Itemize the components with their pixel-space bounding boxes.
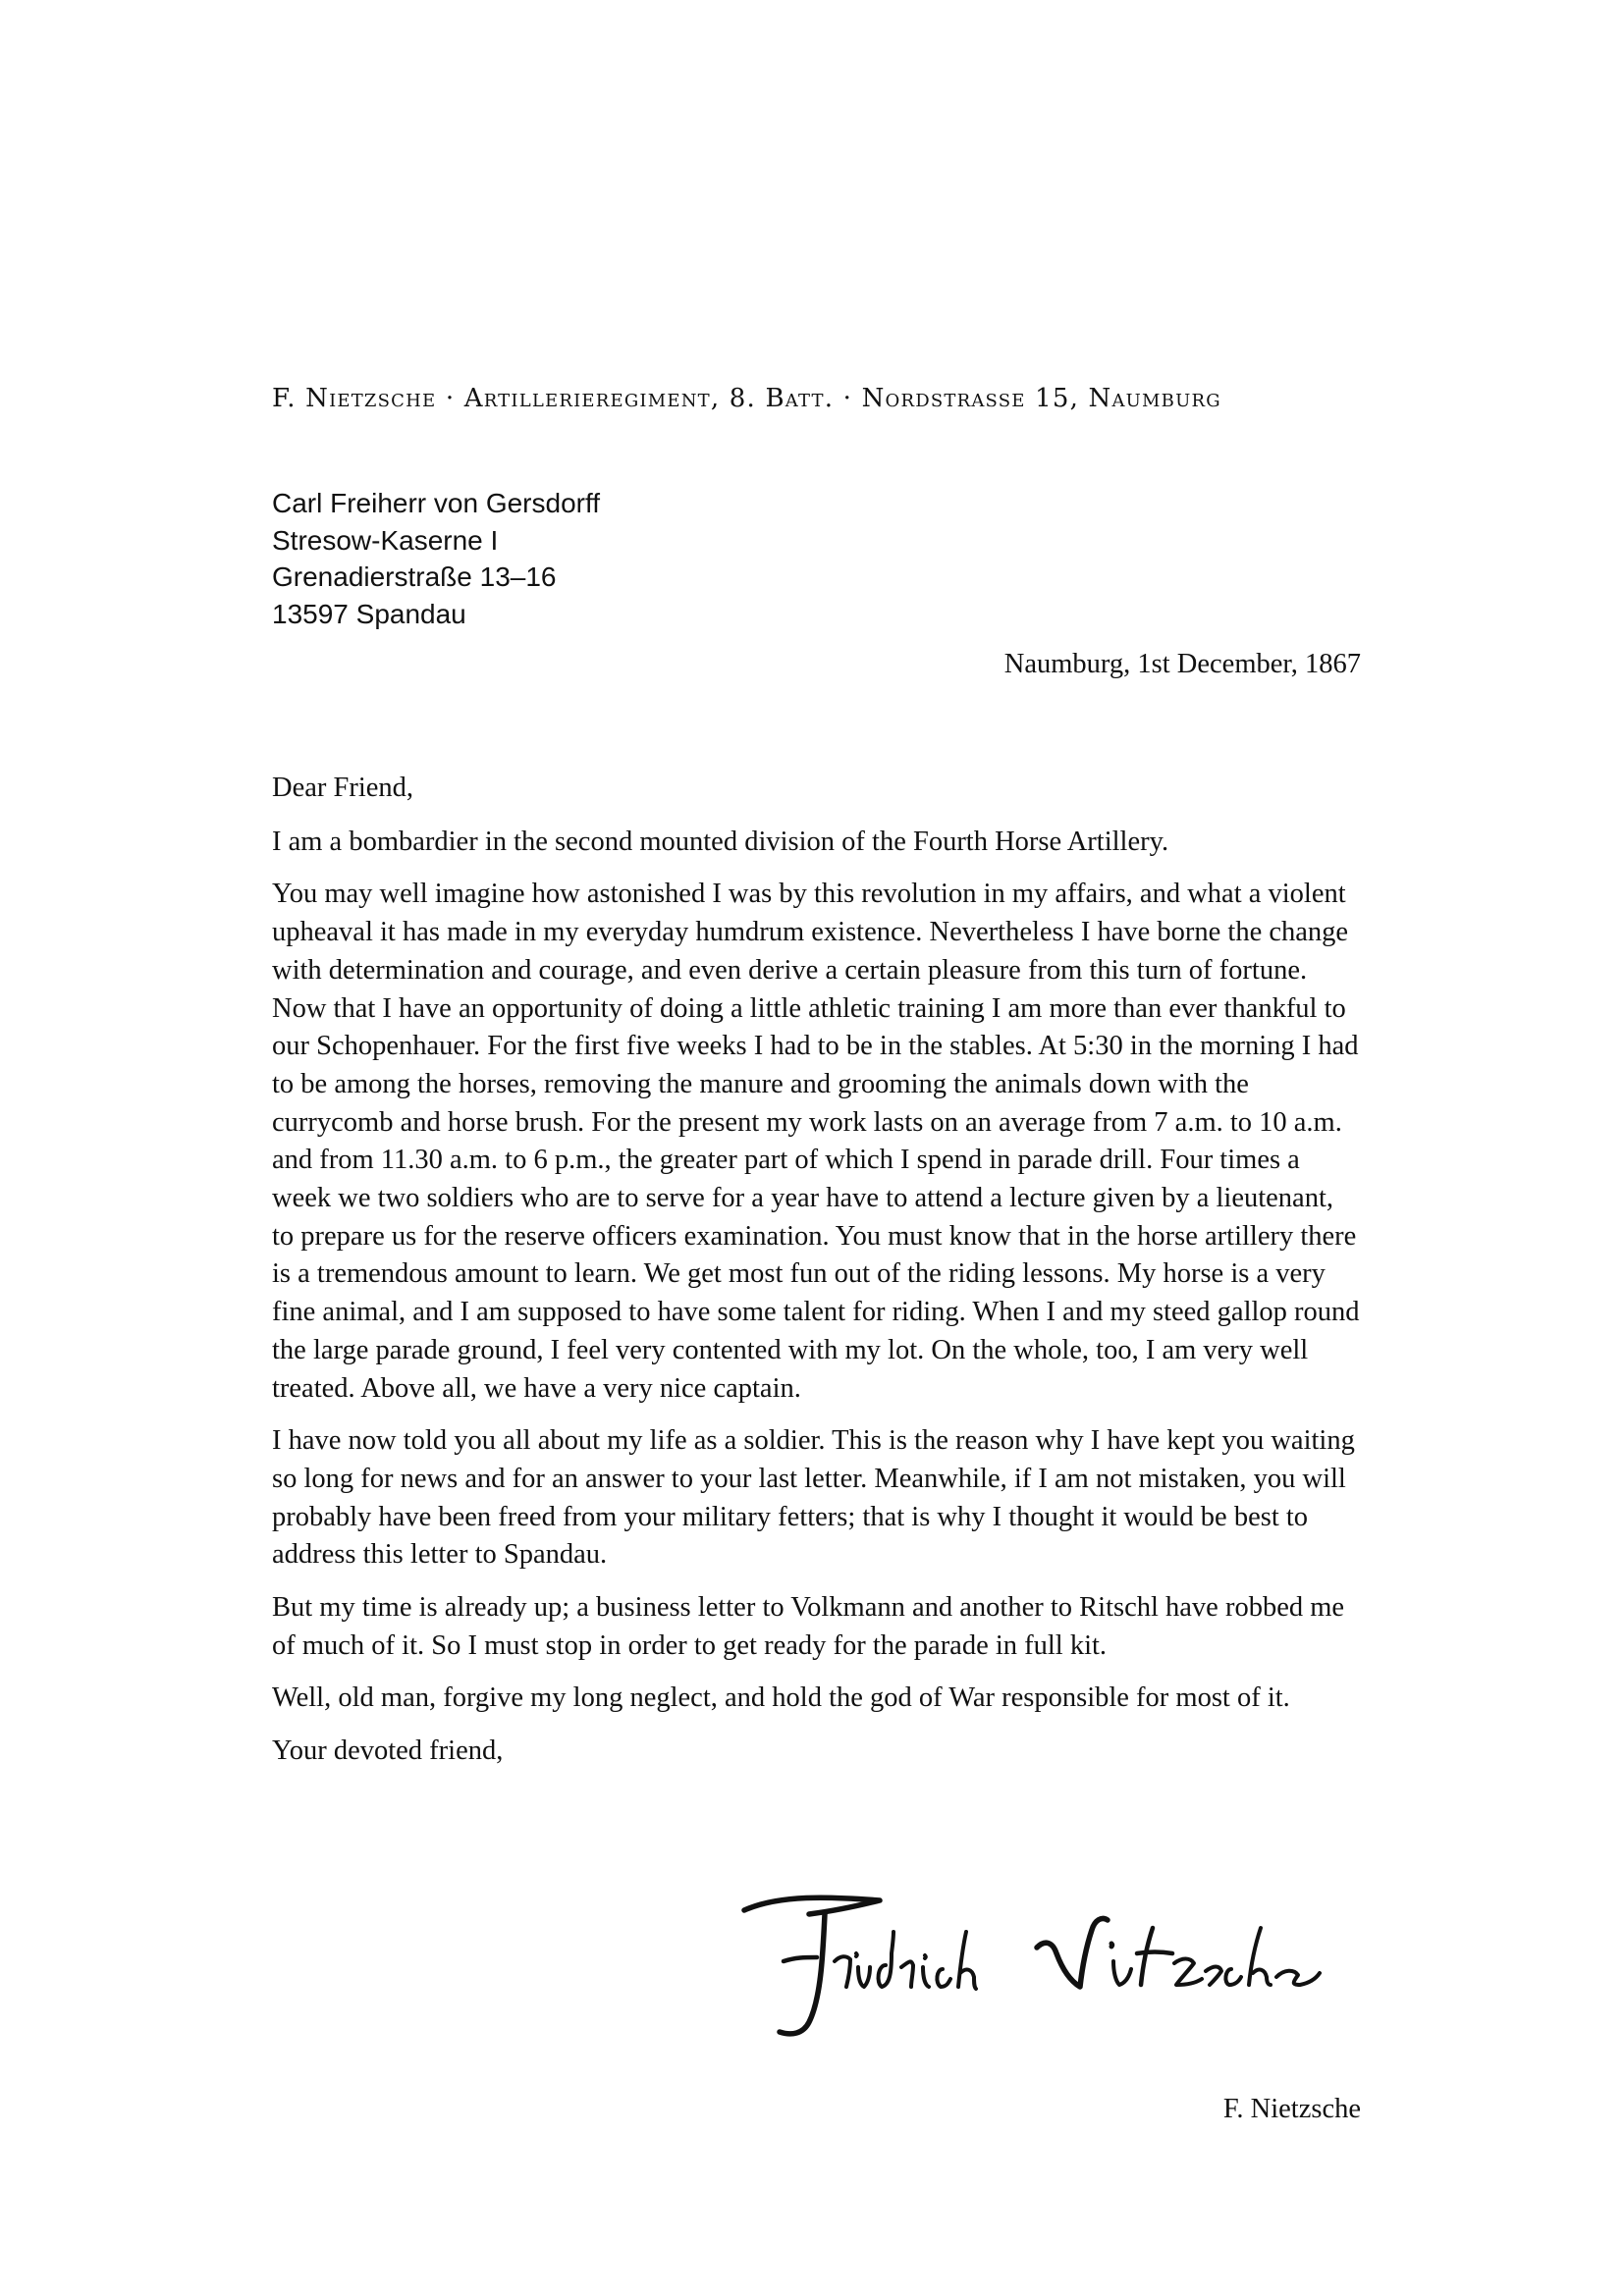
typed-signature-name: F. Nietzsche <box>1222 2094 1361 2124</box>
recipient-address <box>272 485 600 632</box>
letter-body <box>272 770 1362 1771</box>
recipient-street: Grenadierstraße 13–16 <box>272 561 557 592</box>
sender-letterhead: F. Nietzsche · Artillerieregiment, 8. Batt. · Nordstrasse 15, Naumburg <box>272 384 1221 413</box>
body-paragraph-4: But my time is already up; a business letter to Volkmann and another to Ritschl have robbed me of much of it. So I must stop in order to get ready for the parade in full kit. <box>272 1592 1345 1661</box>
body-paragraph-5: Well, old man, forgive my long neglect, and hold the god of War responsible for most of it. <box>272 1682 1290 1714</box>
salutation: Dear Friend, <box>272 773 414 803</box>
closing: Your devoted friend, <box>272 1735 504 1767</box>
recipient-building: Stresow-Kaserne I <box>272 524 499 556</box>
body-paragraph-2: You may well imagine how astonished I was by this revolution in my affairs, and what a violent upheaval it has made in my everyday humdrum existence. Nevertheless I have borne the change with determination and courage, and even derive a certain pleasure from this turn of fortune. Now that I have an opportunity of doing a little athletic training I am more than ever thankful to our Schopenhauer. For the first five weeks I had to be in the stables. At 5:30 in the morning I had to be among the horses, removing the manure and grooming the animals down with the currycomb and horse brush. For the present my work lasts on an average from 7 a.m. to 10 a.m. and from 11.30 a.m. to 6 p.m., the greater part of which I spend in parade drill. Four times a week we two soldiers who are to serve for a year have to attend a lecture given by a lieutenant, to prepare us for the reserve officers examination. You must know that in the horse artillery there is a tremendous amount to learn. We get most fun out of the riding lessons. My horse is a very fine animal, and I am supposed to have some talent for riding. When I and my steed gallop round the large parade ground, I feel very contented with my lot. On the whole, too, I am very well treated. Above all, we have a very nice captain. <box>272 879 1360 1404</box>
body-paragraph-3: I have now told you all about my life as a soldier. This is the reason why I have kept you waiting so long for news and for an answer to your last letter. Meanwhile, if I am not mistaken, you will probably have been freed from your military fetters; that is why I thought it would be best to address this letter to Spandau. <box>272 1425 1355 1571</box>
handwritten-signature <box>738 1875 1372 2042</box>
body-paragraph-1: I am a bombardier in the second mounted division of the Fourth Horse Artillery. <box>272 826 1169 857</box>
recipient-name: Carl Freiherr von Gersdorff <box>272 488 601 518</box>
recipient-city: 13597 Spandau <box>272 598 466 629</box>
letter-date: Naumburg, 1st December, 1867 <box>1003 649 1361 679</box>
